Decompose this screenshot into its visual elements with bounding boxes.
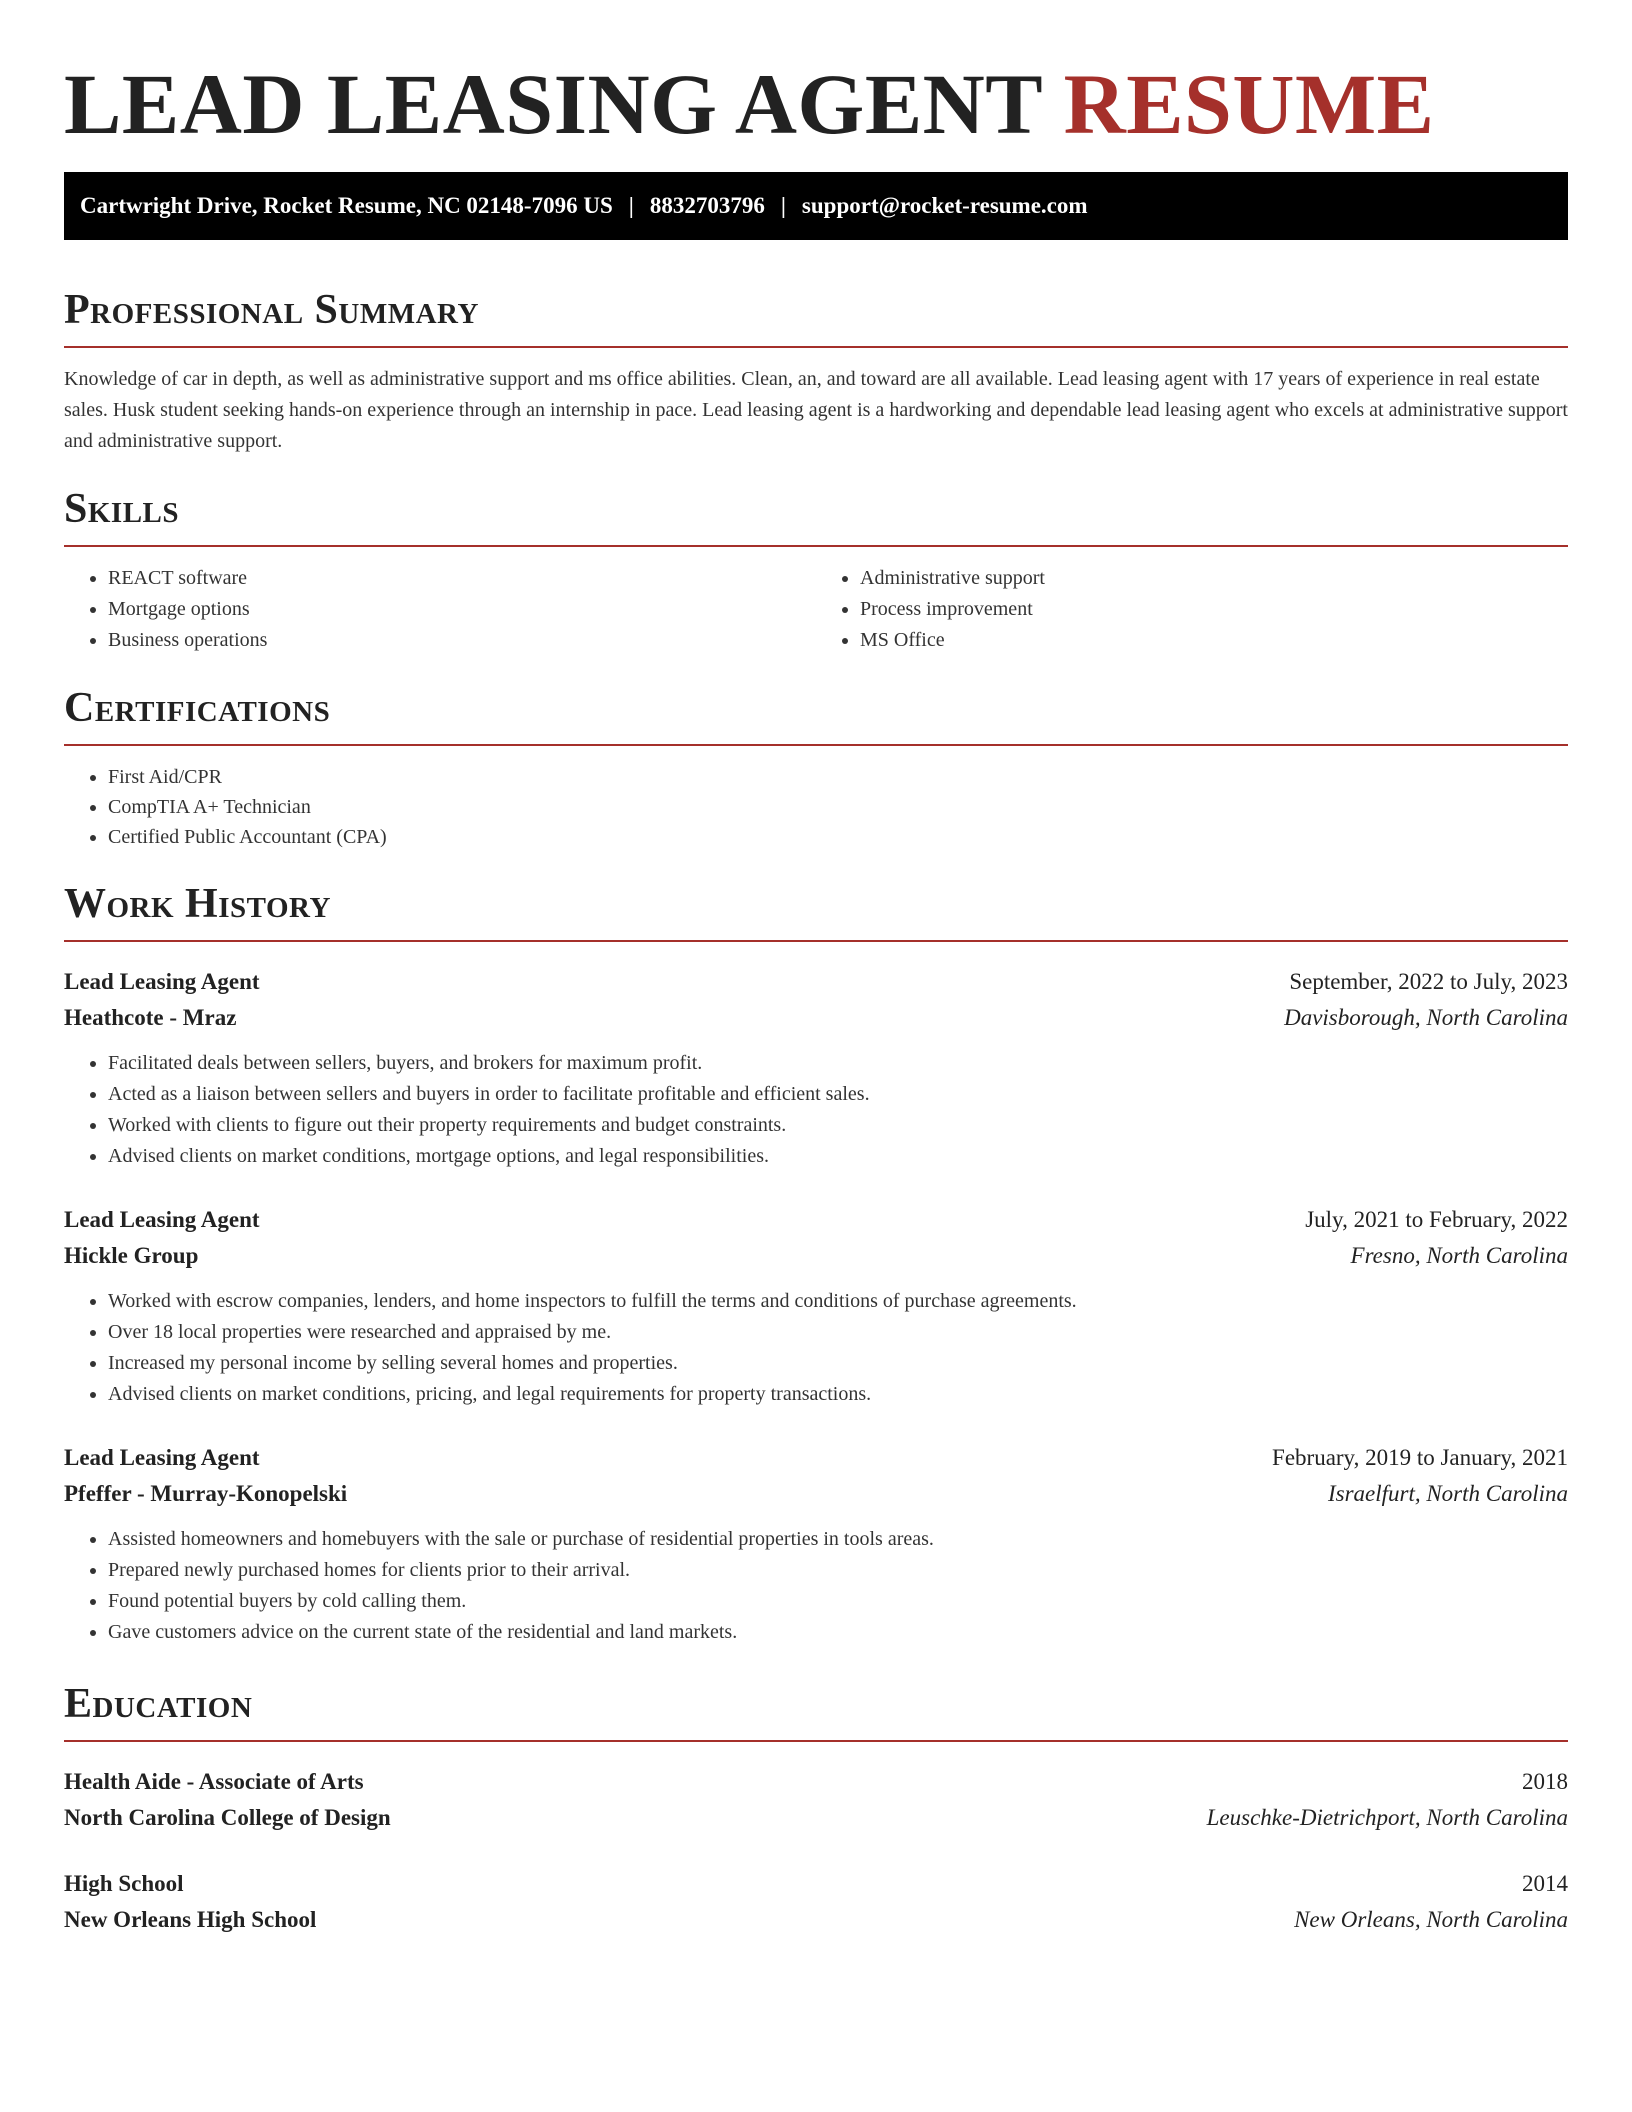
- job-bullet: • Assisted homeowners and homebuyers with the sale or purchase of residential properties in tools areas.: [108, 1524, 1568, 1555]
- job-location: Fresno, North Carolina: [1350, 1243, 1568, 1268]
- job-bullets: [64, 1524, 1568, 1648]
- job-dates: September, 2022 to July, 2023: [1289, 969, 1568, 994]
- section-heading: Certifications: [64, 685, 331, 731]
- education-degree: Health Aide - Associate of Arts: [64, 1769, 364, 1794]
- section-heading: Skills: [64, 486, 180, 532]
- skill-item: • Mortgage options: [108, 594, 816, 625]
- contact-separator: |: [628, 193, 634, 218]
- job-bullet: • Found potential buyers by cold calling them.: [108, 1586, 1568, 1617]
- work-history-section: [64, 878, 1568, 1648]
- job-entry: [64, 964, 1568, 1172]
- education-school-row: [64, 1902, 1568, 1938]
- education-location: New Orleans, North Carolina: [1294, 1907, 1568, 1932]
- job-entry: [64, 1202, 1568, 1410]
- education-degree-row: [64, 1764, 1568, 1800]
- job-bullet: • Worked with clients to figure out their property requirements and budget constraints.: [108, 1110, 1568, 1141]
- section-heading: Work History: [64, 881, 331, 927]
- certifications-section: [64, 682, 1568, 852]
- job-company: Hickle Group: [64, 1243, 199, 1268]
- job-company-row: [64, 1000, 1568, 1036]
- title-accent: RESUME: [1063, 56, 1435, 152]
- skill-item: • MS Office: [860, 625, 1568, 656]
- education-school: New Orleans High School: [64, 1907, 317, 1932]
- job-bullet: • Advised clients on market conditions, mortgage options, and legal responsibilities.: [108, 1141, 1568, 1172]
- education-location: Leuschke-Dietrichport, North Carolina: [1206, 1805, 1568, 1830]
- job-company: Heathcote - Mraz: [64, 1005, 237, 1030]
- education-section: [64, 1678, 1568, 1938]
- job-entry: [64, 1440, 1568, 1648]
- job-bullet: • Advised clients on market conditions, pricing, and legal requirements for property transactions.: [108, 1379, 1568, 1410]
- skill-item: • Process improvement: [860, 594, 1568, 625]
- education-entry: [64, 1764, 1568, 1836]
- page-title: [64, 0, 1568, 150]
- contact-address: Cartwright Drive, Rocket Resume, NC 02148-7096 US: [80, 193, 613, 218]
- skills-list-right: [816, 563, 1568, 656]
- job-title: Lead Leasing Agent: [64, 1445, 260, 1470]
- section-divider: [64, 1740, 1568, 1742]
- education-school: North Carolina College of Design: [64, 1805, 391, 1830]
- skills-section: [64, 483, 1568, 656]
- certification-item: • First Aid/CPR: [108, 762, 1568, 792]
- contact-phone: 8832703796: [649, 193, 765, 218]
- section-heading: Education: [64, 1681, 253, 1727]
- education-entry: [64, 1866, 1568, 1938]
- job-bullet: • Over 18 local properties were researched and appraised by me.: [108, 1317, 1568, 1348]
- education-school-row: [64, 1800, 1568, 1836]
- job-bullet: • Acted as a liaison between sellers and buyers in order to facilitate profitable and efficient sales.: [108, 1079, 1568, 1110]
- section-divider: [64, 346, 1568, 348]
- job-dates: February, 2019 to January, 2021: [1272, 1445, 1568, 1470]
- section-divider: [64, 744, 1568, 746]
- job-bullet: • Gave customers advice on the current state of the residential and land markets.: [108, 1617, 1568, 1648]
- job-company-row: [64, 1238, 1568, 1274]
- job-bullet: • Facilitated deals between sellers, buyers, and brokers for maximum profit.: [108, 1048, 1568, 1079]
- contact-bar: [64, 172, 1568, 240]
- job-company-row: [64, 1476, 1568, 1512]
- job-header-row: [64, 1202, 1568, 1238]
- education-year: 2018: [1522, 1769, 1568, 1794]
- job-bullet: • Worked with escrow companies, lenders, and home inspectors to fulfill the terms and conditions of purchase agreements.: [108, 1286, 1568, 1317]
- job-location: Israelfurt, North Carolina: [1327, 1481, 1568, 1506]
- contact-email: support@rocket-resume.com: [801, 193, 1088, 218]
- job-header-row: [64, 964, 1568, 1000]
- skills-grid: [64, 563, 1568, 656]
- education-degree-row: [64, 1866, 1568, 1902]
- section-divider: [64, 545, 1568, 547]
- job-bullet: • Prepared newly purchased homes for clients prior to their arrival.: [108, 1555, 1568, 1586]
- job-company: Pfeffer - Murray-Konopelski: [64, 1481, 348, 1506]
- summary-text: Knowledge of car in depth, as well as administrative support and ms office abilities. Clean, an, and toward are all available. Lead leasing agent with 17 years of experience in real estate sales. Husk student seeking hands-on experience through an internship in pace. Lead leasing agent is a hardworking and dependable lead leasing agent who excels at administrative support and administrative support.: [64, 368, 1568, 452]
- education-year: 2014: [1522, 1871, 1568, 1896]
- job-title: Lead Leasing Agent: [64, 1207, 260, 1232]
- skill-item: • Administrative support: [860, 563, 1568, 594]
- job-bullet: • Increased my personal income by selling several homes and properties.: [108, 1348, 1568, 1379]
- job-header-row: [64, 1440, 1568, 1476]
- section-divider: [64, 940, 1568, 942]
- skill-item: • REACT software: [108, 563, 816, 594]
- job-bullets: [64, 1048, 1568, 1172]
- job-location: Davisborough, North Carolina: [1284, 1005, 1568, 1030]
- contact-separator: |: [780, 193, 786, 218]
- certifications-list: [64, 762, 1568, 852]
- skill-item: • Business operations: [108, 625, 816, 656]
- education-degree: High School: [64, 1871, 184, 1896]
- professional-summary-section: [64, 284, 1568, 457]
- skills-list-left: [64, 563, 816, 656]
- job-bullets: [64, 1286, 1568, 1410]
- title-main: LEAD LEASING AGENT: [64, 56, 1042, 152]
- job-dates: July, 2021 to February, 2022: [1305, 1207, 1568, 1232]
- certification-item: • CompTIA A+ Technician: [108, 792, 1568, 822]
- certification-item: • Certified Public Accountant (CPA): [108, 822, 1568, 852]
- job-title: Lead Leasing Agent: [64, 969, 260, 994]
- section-heading: Professional Summary: [64, 287, 479, 333]
